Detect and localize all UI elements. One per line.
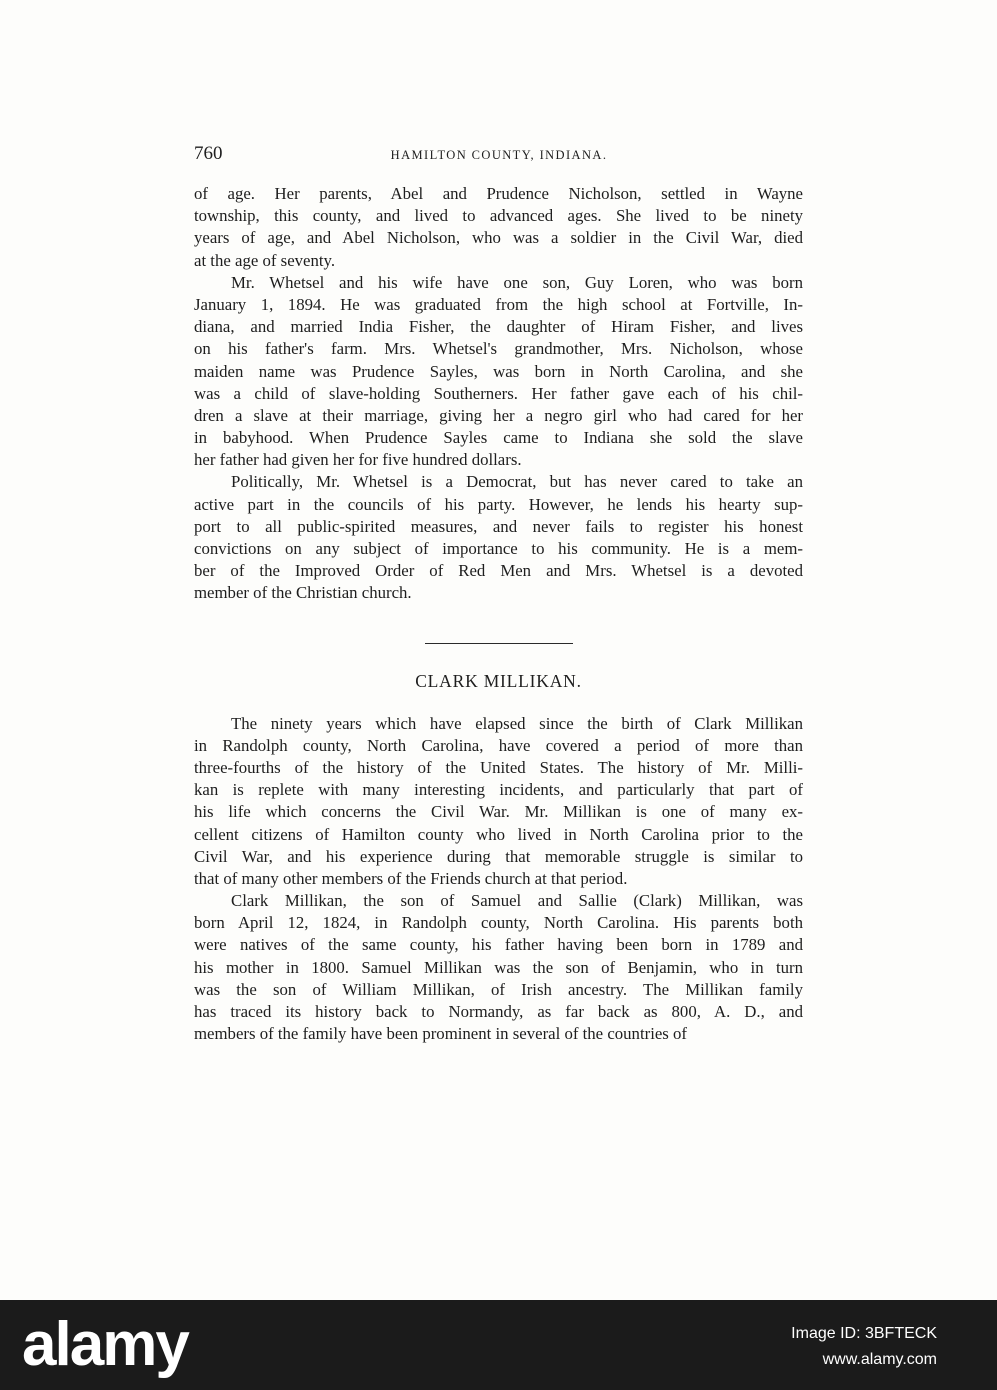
text-line: township, this county, and lived to advanced ages. She lived to be ninety bbox=[194, 206, 803, 226]
page-header bbox=[194, 143, 804, 175]
text-line: has traced its history back to Normandy, as far back as 800, A. D., and bbox=[194, 1002, 803, 1021]
text-line: ber of the Improved Order of Red Men and Mrs. Whetsel is a devoted bbox=[194, 561, 803, 581]
text-line: years of age, and Abel Nicholson, who was a soldier in the Civil War, died bbox=[194, 228, 803, 248]
text-line: Mr. Whetsel and his wife have one son, Guy Loren, who was born bbox=[231, 272, 803, 292]
text-line: born April 12, 1824, in Randolph county, North Carolina. His parents both bbox=[194, 913, 803, 933]
text-line: three-fourths of the history of the United States. The history of Mr. Milli- bbox=[194, 757, 803, 777]
text-line: kan is replete with many interesting incidents, and particularly that part of bbox=[194, 780, 803, 800]
watermark-logo: alamy bbox=[22, 1310, 188, 1379]
text-line: in babyhood. When Prudence Sayles came to Indiana she sold the slave bbox=[194, 428, 803, 448]
text-line: on his father's farm. Mrs. Whetsel's grandmother, Mrs. Nicholson, whose bbox=[194, 339, 803, 359]
text-line: Politically, Mr. Whetsel is a Democrat, but has never cared to take an bbox=[231, 472, 803, 492]
text-line: Clark Millikan, the son of Samuel and Sallie (Clark) Millikan, was bbox=[231, 891, 803, 911]
page-number: 760 bbox=[194, 143, 223, 164]
paragraph bbox=[194, 272, 803, 472]
text-line: dren a slave at their marriage, giving her a negro girl who had cared for her bbox=[194, 405, 803, 425]
text-line: was a child of slave-holding Southerners. Her father gave each of his chil- bbox=[194, 383, 803, 403]
section-divider bbox=[425, 643, 573, 644]
text-line: his mother in 1800. Samuel Millikan was the son of Benjamin, who in turn bbox=[194, 957, 803, 977]
text-line: were natives of the same county, his father having been born in 1789 and bbox=[194, 935, 803, 955]
text-line: member of the Christian church. bbox=[194, 583, 412, 603]
paragraph bbox=[194, 713, 803, 891]
text-line: maiden name was Prudence Sayles, was born in North Carolina, and she bbox=[194, 361, 803, 381]
text-line: port to all public-spirited measures, and never fails to register his honest bbox=[194, 516, 803, 536]
text-line: January 1, 1894. He was graduated from the high school at Fortville, In- bbox=[194, 294, 803, 314]
paragraph bbox=[194, 183, 803, 272]
watermark-url: www.alamy.com bbox=[822, 1351, 937, 1368]
text-line: active part in the councils of his party. However, he lends his hearty sup- bbox=[194, 494, 803, 514]
text-line: convictions on any subject of importance to his community. He is a mem- bbox=[194, 539, 803, 558]
paragraph bbox=[194, 471, 803, 604]
body-text bbox=[194, 183, 803, 1045]
text-line: her father had given her for five hundred dollars. bbox=[194, 450, 522, 470]
text-line: was the son of William Millikan, of Irish ancestry. The Millikan family bbox=[194, 979, 803, 999]
text-line: at the age of seventy. bbox=[194, 250, 336, 270]
text-line: in Randolph county, North Carolina, have covered a period of more than bbox=[194, 735, 803, 755]
text-line: of age. Her parents, Abel and Prudence Nicholson, settled in Wayne bbox=[194, 184, 803, 203]
watermark-image-id: Image ID: 3BFTECK bbox=[791, 1325, 937, 1342]
paragraphs-top bbox=[194, 183, 803, 605]
text-line: The ninety years which have elapsed since the birth of Clark Millikan bbox=[231, 713, 803, 733]
text-line: cellent citizens of Hamilton county who lived in North Carolina prior to the bbox=[194, 824, 803, 844]
text-line: diana, and married India Fisher, the daughter of Hiram Fisher, and lives bbox=[194, 317, 803, 337]
text-line: Civil War, and his experience during that memorable struggle is similar to bbox=[194, 846, 803, 866]
text-line: his life which concerns the Civil War. Mr. Millikan is one of many ex- bbox=[194, 802, 803, 822]
running-head: HAMILTON COUNTY, INDIANA. bbox=[390, 148, 608, 162]
text-line: that of many other members of the Friends church at that period. bbox=[194, 868, 628, 888]
section-title: CLARK MILLIKAN. bbox=[415, 670, 582, 691]
paragraph bbox=[194, 890, 803, 1045]
text-line: members of the family have been prominent in several of the countries of bbox=[194, 1024, 688, 1044]
watermark-bar bbox=[0, 1300, 997, 1390]
paragraphs-bottom bbox=[194, 713, 803, 1046]
